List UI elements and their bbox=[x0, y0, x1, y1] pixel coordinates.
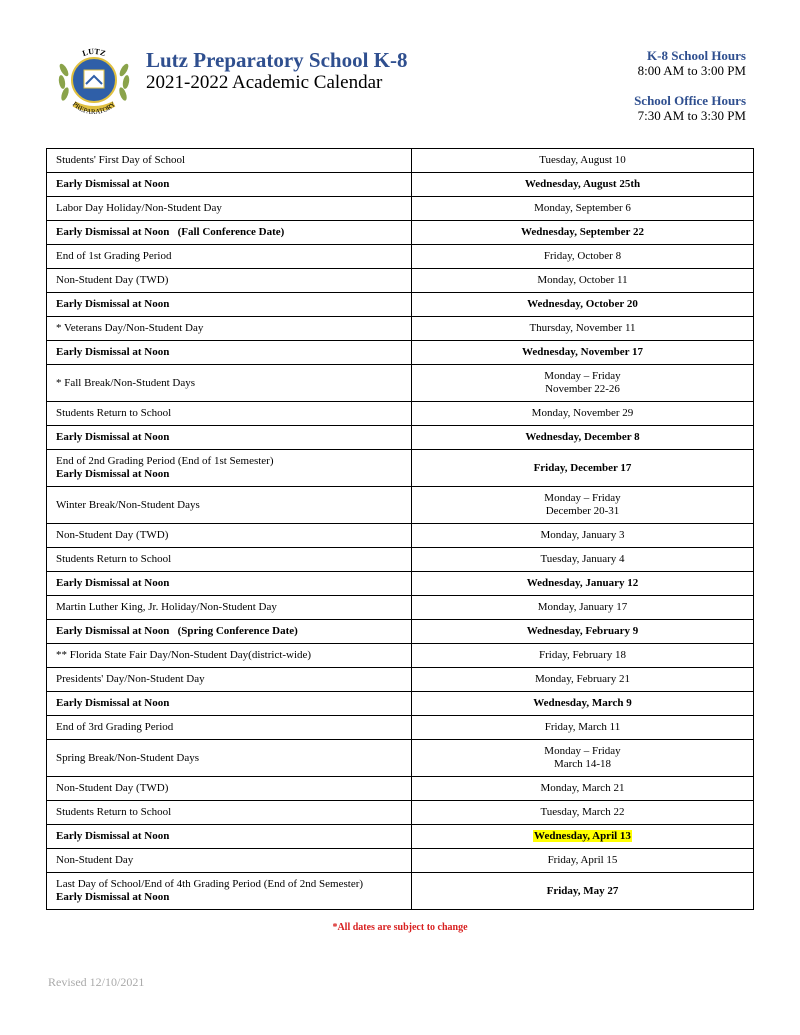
date-cell bbox=[412, 269, 754, 293]
date-cell bbox=[412, 221, 754, 245]
event-sublabel: Early Dismissal at Noon bbox=[56, 468, 170, 480]
event-cell bbox=[47, 849, 412, 873]
event-label: Non-Student Day (TWD) bbox=[56, 529, 169, 541]
table-row bbox=[47, 716, 754, 740]
table-row bbox=[47, 221, 754, 245]
event-label: Early Dismissal at Noon bbox=[56, 830, 170, 842]
date-label: Wednesday, January 12 bbox=[526, 577, 639, 589]
event-cell bbox=[47, 269, 412, 293]
event-cell bbox=[47, 644, 412, 668]
date-cell bbox=[412, 740, 754, 777]
table-row bbox=[47, 692, 754, 716]
date-cell bbox=[412, 293, 754, 317]
event-label: Martin Luther King, Jr. Holiday/Non-Student Day bbox=[56, 601, 277, 613]
date-label: Friday, October 8 bbox=[543, 250, 622, 262]
date-label: Monday, January 17 bbox=[537, 601, 628, 613]
date-range: March 14-18 bbox=[553, 758, 612, 770]
dates-subject-to-change-note: *All dates are subject to change bbox=[332, 922, 468, 933]
table-row bbox=[47, 426, 754, 450]
date-cell bbox=[412, 450, 754, 487]
date-range: November 22-26 bbox=[545, 383, 620, 395]
date-cell bbox=[412, 777, 754, 801]
date-label: Friday, May 27 bbox=[546, 884, 619, 897]
event-label: Non-Student Day (TWD) bbox=[56, 782, 169, 794]
date-label: Monday, January 3 bbox=[540, 529, 625, 541]
event-cell bbox=[47, 197, 412, 221]
date-cell bbox=[412, 341, 754, 365]
event-cell bbox=[47, 716, 412, 740]
event-label: ** Florida State Fair Day/Non-Student Day(district-wide) bbox=[56, 649, 312, 661]
date-cell bbox=[412, 716, 754, 740]
svg-text:LUTZ bbox=[81, 47, 107, 58]
event-cell bbox=[47, 221, 412, 245]
school-hours-label: K-8 School Hours bbox=[647, 48, 746, 63]
date-cell bbox=[412, 801, 754, 825]
office-hours: 7:30 AM to 3:30 PM bbox=[637, 108, 746, 123]
event-cell bbox=[47, 317, 412, 341]
table-row bbox=[47, 317, 754, 341]
event-label: Students Return to School bbox=[56, 806, 172, 818]
date-cell bbox=[412, 197, 754, 221]
date-label: Friday, February 18 bbox=[539, 649, 626, 661]
date-label: Monday, September 6 bbox=[534, 202, 631, 214]
date-label: Monday, October 11 bbox=[537, 274, 628, 286]
event-label: Early Dismissal at Noon bbox=[56, 577, 170, 589]
event-label: Winter Break/Non-Student Days bbox=[56, 498, 200, 511]
event-label: Early Dismissal at Noon bbox=[56, 178, 170, 190]
date-label: Wednesday, February 9 bbox=[526, 625, 639, 637]
table-row bbox=[47, 873, 754, 910]
event-label: Early Dismissal at Noon bbox=[56, 697, 170, 709]
table-row bbox=[47, 245, 754, 269]
event-cell bbox=[47, 341, 412, 365]
date-cell bbox=[412, 692, 754, 716]
date-cell bbox=[412, 644, 754, 668]
table-row bbox=[47, 402, 754, 426]
date-cell bbox=[412, 849, 754, 873]
date-label: Monday, March 21 bbox=[540, 782, 625, 794]
event-cell bbox=[47, 487, 412, 524]
table-row bbox=[47, 740, 754, 777]
date-cell bbox=[412, 825, 754, 849]
event-cell bbox=[47, 450, 412, 487]
table-row bbox=[47, 197, 754, 221]
date-cell bbox=[412, 524, 754, 548]
date-label: Wednesday, October 20 bbox=[527, 298, 638, 310]
table-row bbox=[47, 293, 754, 317]
date-cell bbox=[412, 402, 754, 426]
school-crest-logo bbox=[54, 40, 134, 120]
date-label: Monday, February 21 bbox=[535, 673, 630, 685]
event-label: Presidents' Day/Non-Student Day bbox=[56, 673, 205, 685]
event-label: Non-Student Day (TWD) bbox=[56, 274, 169, 286]
revised-date: Revised 12/10/2021 bbox=[48, 975, 145, 989]
event-label: Spring Break/Non-Student Days bbox=[56, 751, 199, 764]
date-label: Wednesday, December 8 bbox=[525, 431, 640, 443]
event-cell bbox=[47, 620, 412, 644]
office-hours-label: School Office Hours bbox=[634, 93, 746, 108]
table-row bbox=[47, 825, 754, 849]
logo-text-top: LUTZ bbox=[81, 46, 107, 59]
event-cell bbox=[47, 365, 412, 402]
date-cell bbox=[412, 426, 754, 450]
highlighted-date: Wednesday, April 13 bbox=[534, 830, 631, 842]
table-row bbox=[47, 801, 754, 825]
date-cell bbox=[412, 173, 754, 197]
event-label: Early Dismissal at Noon bbox=[56, 298, 170, 310]
table-row bbox=[47, 365, 754, 402]
date-label: Monday – Friday bbox=[544, 492, 621, 504]
date-cell bbox=[412, 245, 754, 269]
table-row bbox=[47, 149, 754, 173]
table-row bbox=[47, 644, 754, 668]
event-cell bbox=[47, 548, 412, 572]
event-cell bbox=[47, 873, 412, 910]
date-cell bbox=[412, 668, 754, 692]
event-label: Students' First Day of School bbox=[56, 154, 186, 166]
date-label: Wednesday, August 25th bbox=[524, 178, 641, 190]
school-hours: 8:00 AM to 3:00 PM bbox=[637, 63, 746, 78]
table-row bbox=[47, 668, 754, 692]
hours-block bbox=[634, 48, 746, 123]
date-label: Thursday, November 11 bbox=[529, 322, 636, 334]
event-cell bbox=[47, 572, 412, 596]
calendar-title: 2021-2022 Academic Calendar bbox=[146, 72, 383, 93]
page-header bbox=[0, 0, 800, 140]
calendar-rows bbox=[47, 149, 754, 910]
event-label: Non-Student Day bbox=[56, 854, 134, 866]
event-label: Early Dismissal at Noon bbox=[56, 346, 170, 358]
event-cell bbox=[47, 740, 412, 777]
date-cell bbox=[412, 596, 754, 620]
table-row bbox=[47, 548, 754, 572]
table-row bbox=[47, 524, 754, 548]
logo-text-bottom: PREPARATORY bbox=[70, 100, 118, 117]
date-label: Friday, March 11 bbox=[544, 721, 621, 733]
event-label: Early Dismissal at Noon (Fall Conference Date) bbox=[56, 226, 285, 238]
school-name: Lutz Preparatory School K-8 bbox=[146, 48, 408, 72]
date-label: Friday, December 17 bbox=[533, 461, 632, 474]
event-cell bbox=[47, 668, 412, 692]
date-cell bbox=[412, 572, 754, 596]
table-row bbox=[47, 269, 754, 293]
date-cell bbox=[412, 548, 754, 572]
event-cell bbox=[47, 777, 412, 801]
date-range: December 20-31 bbox=[545, 505, 620, 517]
date-label: Tuesday, August 10 bbox=[539, 154, 626, 166]
event-label: Students Return to School bbox=[56, 407, 172, 419]
table-row bbox=[47, 572, 754, 596]
table-row bbox=[47, 849, 754, 873]
event-label: Early Dismissal at Noon bbox=[56, 431, 170, 443]
table-row bbox=[47, 487, 754, 524]
date-cell bbox=[412, 620, 754, 644]
event-cell bbox=[47, 149, 412, 173]
event-label: Last Day of School/End of 4th Grading Period (End of 2nd Semester) bbox=[56, 878, 364, 890]
date-label: Tuesday, January 4 bbox=[540, 553, 625, 565]
event-cell bbox=[47, 524, 412, 548]
event-cell bbox=[47, 245, 412, 269]
table-row bbox=[47, 173, 754, 197]
event-cell bbox=[47, 692, 412, 716]
date-label: Wednesday, November 17 bbox=[521, 346, 644, 358]
date-label: Monday – Friday bbox=[544, 745, 621, 757]
event-cell bbox=[47, 173, 412, 197]
table-row bbox=[47, 450, 754, 487]
event-cell bbox=[47, 293, 412, 317]
date-label: Monday – Friday bbox=[544, 370, 621, 382]
table-row bbox=[47, 620, 754, 644]
date-cell bbox=[412, 365, 754, 402]
date-label: Friday, April 15 bbox=[547, 854, 618, 866]
table-row bbox=[47, 596, 754, 620]
event-cell bbox=[47, 402, 412, 426]
event-label: Students Return to School bbox=[56, 553, 172, 565]
event-cell bbox=[47, 825, 412, 849]
date-label: Wednesday, March 9 bbox=[533, 697, 632, 709]
event-sublabel: Early Dismissal at Noon bbox=[56, 891, 170, 903]
event-label: Labor Day Holiday/Non-Student Day bbox=[56, 202, 222, 214]
event-label: End of 1st Grading Period bbox=[56, 250, 172, 262]
event-label: End of 3rd Grading Period bbox=[56, 721, 174, 733]
date-label: Tuesday, March 22 bbox=[540, 806, 625, 818]
event-cell bbox=[47, 596, 412, 620]
date-cell bbox=[412, 149, 754, 173]
table-row bbox=[47, 341, 754, 365]
event-cell bbox=[47, 426, 412, 450]
academic-calendar-table bbox=[46, 148, 754, 910]
date-cell bbox=[412, 873, 754, 910]
event-label: * Veterans Day/Non-Student Day bbox=[56, 322, 204, 334]
date-label: Wednesday, September 22 bbox=[521, 226, 644, 238]
table-row bbox=[47, 777, 754, 801]
date-label: Monday, November 29 bbox=[531, 407, 634, 419]
event-label: Early Dismissal at Noon (Spring Conference Date) bbox=[56, 625, 298, 637]
event-cell bbox=[47, 801, 412, 825]
date-cell bbox=[412, 487, 754, 524]
event-label: * Fall Break/Non-Student Days bbox=[56, 376, 196, 389]
event-label: End of 2nd Grading Period (End of 1st Semester) bbox=[56, 455, 274, 467]
date-cell bbox=[412, 317, 754, 341]
